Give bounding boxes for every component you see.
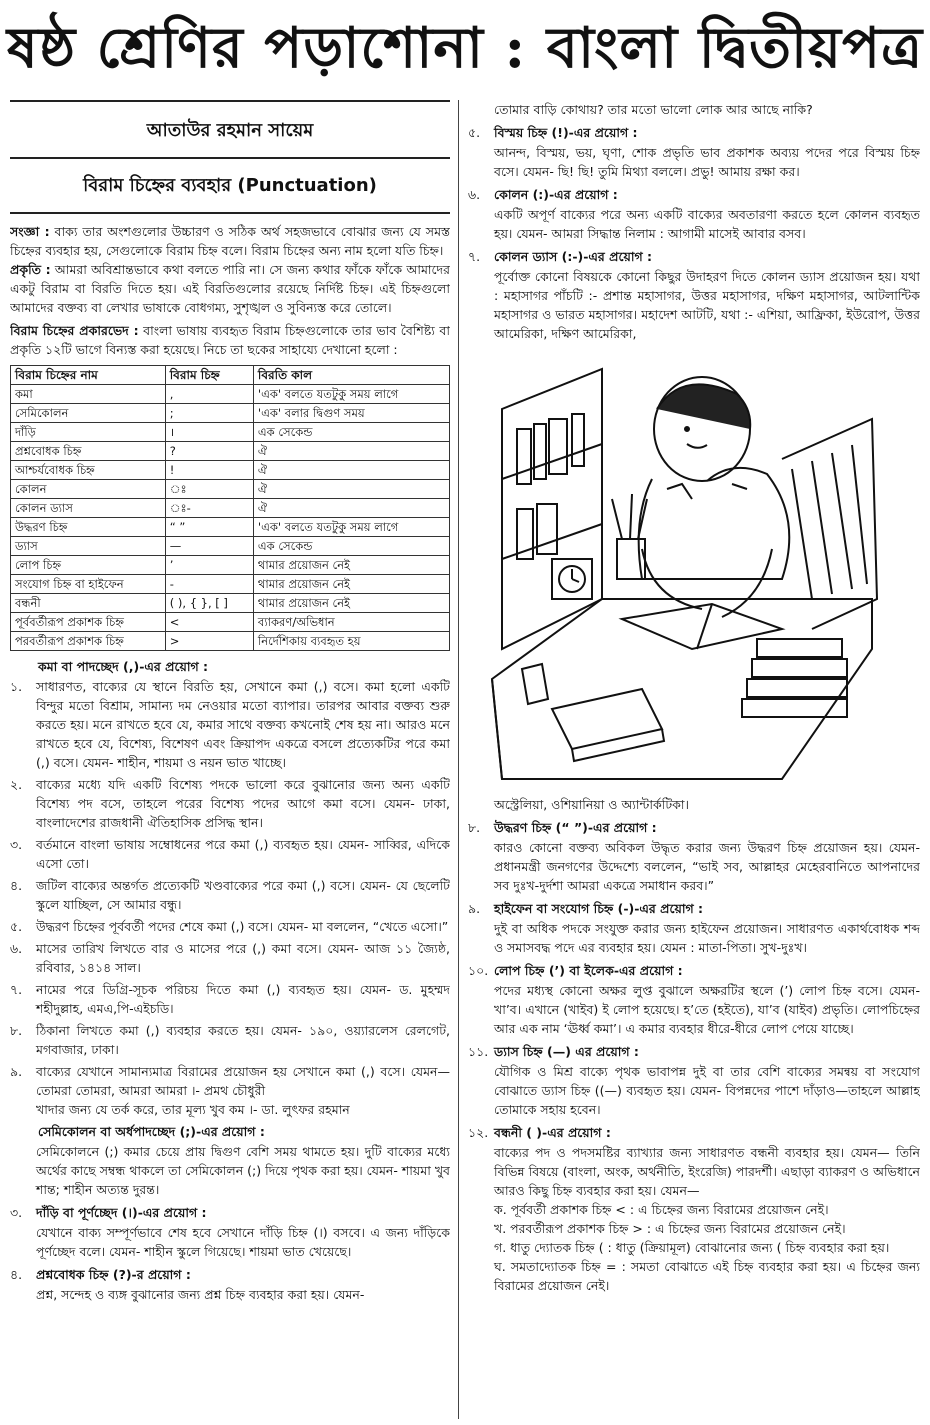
section-text: পূর্বোক্ত কোনো বিষয়কে কোনো কিছুর উদাহরণ দিতে কোলন ড্যাস প্রয়োজন হয়। যথা : মহাসাগর পাঁচটি :- প্রশান্ত মহাসাগর, উত্তর মহাসাগর, দক্ষিণ মহাসাগর, আটলান্টিক মহাসাগর ও ভারত মহাসাগর। মহাদেশ আটটি, যথা :- এশিয়া, আফ্রিকা, ইউরোপ, উত্তর আমেরিকা, দক্ষিণ আমেরিকা, (494, 269, 920, 341)
item-body (36, 1062, 450, 1119)
table-row (11, 461, 450, 480)
usage-section-heading (468, 123, 920, 143)
item-body (36, 775, 450, 832)
comma-section-heading: কমা বা পাদচ্ছেদ (,)-এর প্রয়োগ : (38, 659, 209, 674)
usage-section-heading (468, 899, 920, 919)
table-cell: কমা (11, 385, 166, 404)
continued-example: তোমার বাড়ি কোথায়? তার মতো ভালো লোক আর আছে নাকি? (494, 102, 813, 117)
section-title: বিরাম চিহ্নের ব্যবহার (Punctuation) (10, 159, 450, 214)
item-text: জটিল বাক্যের অন্তর্গত প্রত্যেকটি খণ্ডবাক্যের পরে কমা (,) বসে। যেমন- যে ছেলেটি স্কুলে যাচ্ছিল, সে আমার বন্ধু। (36, 878, 450, 912)
item-number: ৯. (10, 1064, 23, 1079)
section-heading-text: বন্ধনী ( )-এর প্রয়োগ : (494, 1125, 611, 1140)
table-cell: কোলন ড্যাস (11, 499, 166, 518)
usage-section-body (36, 1223, 450, 1261)
table-cell: পূর্ববর্তীরূপ প্রকাশক চিহ্ন (11, 613, 166, 632)
section-number: ৬. (468, 187, 481, 202)
table-cell: ( ), { }, [ ] (165, 594, 253, 613)
list-item (10, 876, 450, 914)
list-item (10, 1021, 450, 1059)
item-body (36, 677, 450, 772)
section-heading-text: বিস্ময় চিহ্ন (!)-এর প্রয়োগ : (494, 125, 638, 140)
usage-section-heading (10, 1203, 450, 1223)
usage-section-heading (468, 185, 920, 205)
section-number: ৮. (468, 820, 481, 835)
usage-section-heading (468, 1123, 920, 1143)
section-heading-text: কোলন (:)-এর প্রয়োগ : (494, 187, 618, 202)
table-row (11, 499, 450, 518)
table-cell: ঐ (253, 442, 449, 461)
item-number: ৫. (10, 919, 23, 934)
item-number: ৬. (10, 941, 23, 956)
item-number: ২. (10, 777, 23, 792)
usage-section (468, 185, 920, 243)
section-heading-text: প্রশ্নবোধক চিহ্ন (?)-র প্রয়োগ : (36, 1267, 191, 1282)
item-text: নামের পরে ডিগ্রি-সূচক পরিচয় দিতে কমা (,) ব্যবহৃত হয়। যেমন- ড. মুহম্মদ শহীদুল্লাহ, এমএ,পি-এইচডি। (36, 982, 450, 1016)
table-cell: - (165, 575, 253, 594)
usage-section-body (36, 1285, 450, 1304)
section-heading-text: লোপ চিহ্ন (’) বা ইলেক-এর প্রয়োগ : (494, 963, 683, 978)
table-cell: প্রশ্নবোধক চিহ্ন (11, 442, 166, 461)
section-text: পদের মধ্যস্থ কোনো অক্ষর লুপ্ত বুঝালে অক্ষরটির স্থলে (’) লোপ চিহ্ন বসে। যেমন- খা’ব। এখানে (খাইব) ই লোপ হয়েছে। হ’তে (হইতে), যা’ব (যাইব) প্রভৃতি। লোপচিহ্নের আর এক নাম ‘ঊর্ধ্ব কমা’। এ কমার ব্যবহার ধীরে-ধীরে লোপ পেয়ে যাচ্ছে। (494, 983, 920, 1036)
section-number: ১০. (468, 963, 489, 978)
usage-section (468, 247, 920, 343)
usage-section-body (494, 143, 920, 181)
section-text: প্রশ্ন, সন্দেহ ও ব্যঙ্গ বুঝানোর জন্য প্রশ্ন চিহ্ন ব্যবহার করা হয়। যেমন- (36, 1287, 365, 1302)
table-cell: থামার প্রয়োজন নেই (253, 575, 449, 594)
table-cell: কোলন (11, 480, 166, 499)
table-cell: ঃ- (165, 499, 253, 518)
section-heading-text: দাঁড়ি বা পূর্ণচ্ছেদ (।)-এর প্রয়োগ : (36, 1205, 207, 1220)
table-cell: ! (165, 461, 253, 480)
usage-section-body (494, 981, 920, 1038)
bracket-example-line: ক. পূর্ববর্তী প্রকাশক চিহ্ন < : এ চিহ্নের জন্য বিরামের প্রয়োজন নেই। (494, 1202, 829, 1217)
table-row (11, 385, 450, 404)
bracket-example-line: ঘ. সমতাদ্যোতক চিহ্ন = : সমতা বোঝাতে এই চিহ্ন ব্যবহার করা হয়। এ চিহ্নের জন্য বিরামের প্রয়োজন নেই। (494, 1259, 920, 1293)
semicolon-section-body (36, 1142, 450, 1199)
definition-text: বাক্য তার অংশগুলোর উচ্চারণ ও সঠিক অর্থ সহজভাবে বোঝার জন্য যে সমস্ত চিহ্নের ব্যবহার হয়, সেগুলোকে বিরাম চিহ্ন বলে। বিরাম চিহ্নের অন্য নাম হলো যতি চিহ্ন। (10, 224, 450, 258)
section-heading-text: ড্যাস চিহ্ন (—) এর প্রয়োগ : (494, 1044, 639, 1059)
section-heading-text: উদ্ধরণ চিহ্ন (“ ”)-এর প্রয়োগ : (494, 820, 657, 835)
usage-section-body (494, 267, 920, 343)
table-cell: উদ্ধরণ চিহ্ন (11, 518, 166, 537)
table-cell: ? (165, 442, 253, 461)
section-number: ৪. (10, 1267, 23, 1282)
item-text: সাধারণত, বাক্যের যে স্থানে বিরতি হয়, সেখানে কমা (,) বসে। কমা হলো একটি বিন্দুর মতো বিশ্রাম, সামান্য দম নেওয়ার মতো ব্যাপার। তারপর আবার বক্তব্য শুরু করতে হয়। মনে রাখতে হবে যে, কমার সাথে বক্তব্য কখনোই শেষ হয় না। আরও মনে রাখতে হবে যে, বিশেষ্য, বিশেষণ এবং ক্রিয়াপদ একত্রে বসলে প্রত্যেকটির পরে কমা (,) বসে। যেমন- শাহীন, শায়মা ও নয়ন ভাত খাচ্ছে। (36, 679, 450, 770)
left-usage-sections (10, 1203, 450, 1304)
types-paragraph (10, 321, 450, 359)
table-cell: এক সেকেন্ড (253, 423, 449, 442)
item-text: বর্তমানে বাংলা ভাষায় সম্বোধনের পরে কমা (,) ব্যবহৃত হয়। যেমন- সাব্বির, এদিকে এসো তো। (36, 837, 450, 871)
section-heading-text: হাইফেন বা সংযোগ চিহ্ন (-)-এর প্রয়োগ : (494, 901, 704, 916)
section-heading-text: কোলন ড্যাস (:-)-এর প্রয়োগ : (494, 249, 653, 264)
section-text: যেখানে বাক্য সম্পূর্ণভাবে শেষ হবে সেখানে দাঁড়ি চিহ্ন (।) বসবে। এ জন্য দাঁড়িকে পূর্ণচ্ছেদ বলে। যেমন- শাহীন স্কুলে গিয়েছে। শায়মা ভাত খেয়েছে। (36, 1225, 450, 1259)
table-cell: ড্যাস (11, 537, 166, 556)
page-title: ষষ্ঠ শ্রেণির পড়াশোনা : বাংলা দ্বিতীয়পত্র (6, 15, 924, 81)
types-term: বিরাম চিহ্নের প্রকারভেদ : (10, 323, 139, 338)
table-row (11, 613, 450, 632)
author-name: আতাউর রহমান সায়েম (10, 100, 450, 159)
table-header-cell: বিরাম চিহ্ন (165, 366, 253, 385)
table-cell: এক সেকেন্ড (253, 537, 449, 556)
usage-section-heading (468, 1042, 920, 1062)
definition-term: সংজ্ঞা : (10, 224, 50, 239)
table-cell: < (165, 613, 253, 632)
table-header-cell: বিরতি কাল (253, 366, 449, 385)
table-cell: 'এক' বলার দ্বিগুণ সময় (253, 404, 449, 423)
bracket-example-line: খ. পরবর্তীরূপ প্রকাশক চিহ্ন > : এ চিহ্নের জন্য বিরামের প্রয়োজন নেই। (494, 1221, 846, 1236)
table-cell: । (165, 423, 253, 442)
usage-section-heading (468, 247, 920, 267)
section-text: আনন্দ, বিস্ময়, ভয়, ঘৃণা, শোক প্রভৃতি ভাব প্রকাশক অব্যয় পদের পরে বিস্ময় চিহ্ন বসে। যেমন- ছি! ছি! তুমি মিথ্যা বললে। প্রভু! আমায় রক্ষা কর। (494, 145, 920, 179)
nature-paragraph (10, 260, 450, 317)
table-row (11, 556, 450, 575)
punctuation-table (10, 365, 450, 651)
list-item (10, 1062, 450, 1119)
item-text: উদ্ধরণ চিহ্নের পূর্ববর্তী পদের শেষে কমা (,) বসে। যেমন- মা বললেন, “খেতে এসো।” (36, 919, 449, 934)
definition-paragraph (10, 222, 450, 260)
section-number: ৭. (468, 249, 481, 264)
table-cell: ঐ (253, 499, 449, 518)
list-item (10, 775, 450, 832)
usage-section (468, 1042, 920, 1119)
table-header-cell: বিরাম চিহ্নের নাম (11, 366, 166, 385)
item-body (36, 835, 450, 873)
usage-section (10, 1265, 450, 1304)
item-text: বাক্যের মধ্যে যদি একটি বিশেষ্য পদকে ভালো করে বুঝানোর জন্য অন্য একটি বিশেষ্য পদ বসে, তাহলে পরের বিশেষ্য পদের আগে কমা বসে। যেমন- ঢাকা, বাংলাদেশের রাজধানী ঐতিহাসিক প্রসিদ্ধ স্থান। (36, 777, 450, 830)
types-text: বাংলা ভাষায় ব্যবহৃত বিরাম চিহ্নগুলোকে তার ভাব বৈশিষ্ট্য বা প্রকৃতি ১২টি ভাগে বিন্যস্ত করা হয়েছে। নিচে তা ছকের সাহায্যে দেখানো হলো : (10, 323, 450, 357)
section-number: ৫. (468, 125, 481, 140)
item-body (36, 1021, 450, 1059)
right-usage-sections-2 (468, 818, 920, 1200)
list-item (10, 835, 450, 873)
table-cell: 'এক' বলতে যতটুকু সময় লাগে (253, 385, 449, 404)
column-divider (458, 100, 459, 1419)
table-cell: বন্ধনী (11, 594, 166, 613)
table-cell: লোপ চিহ্ন (11, 556, 166, 575)
usage-section-body (494, 205, 920, 243)
table-row (11, 537, 450, 556)
item-number: ৮. (10, 1023, 23, 1038)
item-number: ৩. (10, 837, 23, 852)
usage-section-heading (468, 961, 920, 981)
section-number: ১২. (468, 1125, 489, 1140)
bracket-example-lines (494, 1200, 920, 1295)
table-cell: — (165, 537, 253, 556)
usage-section (468, 961, 920, 1038)
usage-section (468, 899, 920, 957)
table-cell: ঃ (165, 480, 253, 499)
table-row (11, 480, 450, 499)
table-cell: সেমিকোলন (11, 404, 166, 423)
item-number: ৪. (10, 878, 23, 893)
table-cell: দাঁড়ি (11, 423, 166, 442)
after-image-text: অস্ট্রেলিয়া, ওশিয়ানিয়া ও অ্যান্টার্কটিকা। (494, 797, 689, 812)
table-cell: থামার প্রয়োজন নেই (253, 556, 449, 575)
list-item (10, 939, 450, 977)
section-number: ৩. (10, 1205, 23, 1220)
usage-section-body (494, 838, 920, 895)
nature-term: প্রকৃতি : (10, 262, 51, 277)
usage-section (10, 1203, 450, 1261)
usage-section-body (494, 1062, 920, 1119)
item-body (36, 939, 450, 977)
list-item (10, 917, 450, 936)
right-column (468, 100, 920, 1425)
usage-section (468, 818, 920, 895)
item-text: ঠিকানা লিখতে কমা (,) ব্যবহার করতে হয়। যেমন- ১৯০, ওয়্যারলেস রেলগেট, মগবাজার, ঢাকা। (36, 1023, 450, 1057)
table-cell: 'এক' বলতে যতটুকু সময় লাগে (253, 518, 449, 537)
table-cell: , (165, 385, 253, 404)
table-cell: > (165, 632, 253, 651)
usage-section-body (494, 1143, 920, 1200)
item-text: মাসের তারিখ লিখতে বার ও মাসের পরে (,) কমা বসে। যেমন- আজ ১১ জ্যৈষ্ঠ, রবিবার, ১৪১৪ সাল। (36, 941, 450, 975)
comma-usage-list (10, 677, 450, 1119)
left-column (10, 100, 450, 1425)
item-body (36, 876, 450, 914)
table-row (11, 442, 450, 461)
section-text: কারও কোনো বক্তব্য অবিকল উদ্ধৃত করার জন্য উদ্ধরণ চিহ্ন প্রয়োজন হয়। যেমন- প্রধানমন্ত্রী জনগণের উদ্দেশ্যে বললেন, “ভাই সব, আল্লাহর মেহেরবানিতে আপনাদের সব দুঃখ-দুর্দশা আমরা একত্রে সমাধান করব।” (494, 840, 920, 893)
list-item (10, 980, 450, 1018)
usage-section-heading (10, 1265, 450, 1285)
table-cell: “ ” (165, 518, 253, 537)
table-cell: ঐ (253, 461, 449, 480)
table-row (11, 594, 450, 613)
table-row (11, 632, 450, 651)
item-number: ৭. (10, 982, 23, 997)
section-number: ৯. (468, 901, 481, 916)
item-text: বাক্যের যেখানে সামান্যমাত্র বিরামের প্রয়োজন হয় সেখানে কমা (,) বসে। যেমন— তোমরা তোমরা, আমরা আমরা ।- প্রমথ চৌধুরী খাদার জন্য যে তর্ক করে, তার মূল্য খুব কম ।- ডা. লুৎফর রহমান (36, 1064, 450, 1117)
semicolon-text: সেমিকোলনে (;) কমার চেয়ে প্রায় দ্বিগুণ বেশি সময় থামতে হয়। দুটি বাক্যের মধ্যে অর্থের কাছে সম্বন্ধ থাকলে তা সেমিকোলন (;) দিয়ে পৃথক করা হয়। যেমন- শায়মা খুব শান্ত; শাহীন অত্যন্ত দুরন্ত। (36, 1144, 450, 1197)
table-cell: ব্যাকরণ/অভিধান (253, 613, 449, 632)
section-text: যৌগিক ও মিশ্র বাক্যে পৃথক ভাবাপন্ন দুই বা তার বেশি বাক্যের সমন্বয় বা সংযোগ বোঝাতে ড্যাস চিহ্ন ((—) ব্যবহৃত হয়। যেমন- বিপন্নদের পাশে দাঁড়াও—তাহলে আল্লাহ তোমাকে সহায় হবেন। (494, 1064, 920, 1117)
section-text: বাক্যের পদ ও পদসমষ্টির ব্যাখ্যার জন্য সাধারণত বন্ধনী ব্যবহার হয়। যেমন— তিনি বিভিন্ন বিষয়ে (বাংলা, অংক, অর্থনীতি, ইংরেজি) পারদর্শী। এছাড়া ব্যাকরণ ও অভিধানে আরও কিছু চিহ্ন ব্যবহার করা হয়। যেমন— (494, 1145, 920, 1198)
table-row (11, 423, 450, 442)
table-row (11, 575, 450, 594)
student-studying-illustration (482, 349, 882, 789)
table-cell: পরবর্তীরূপ প্রকাশক চিহ্ন (11, 632, 166, 651)
bracket-example-line: গ. ধাতু দ্যোতক চিহ্ন ( : ধাতু (ক্রিয়ামূল) বোঝানোর জন্য ( চিহ্ন ব্যবহার করা হয়। (494, 1240, 890, 1255)
table-cell: ঐ (253, 480, 449, 499)
semicolon-section-heading: সেমিকোলন বা অর্ধপাদচ্ছেদ (;)-এর প্রয়োগ : (38, 1124, 265, 1139)
usage-section (468, 1123, 920, 1200)
right-usage-sections (468, 123, 920, 343)
table-cell: ’ (165, 556, 253, 575)
table-row (11, 404, 450, 423)
table-cell: থামার প্রয়োজন নেই (253, 594, 449, 613)
table-row (11, 518, 450, 537)
item-number: ১. (10, 679, 23, 694)
table-cell: আশ্চর্যবোধক চিহ্ন (11, 461, 166, 480)
usage-section-heading (468, 818, 920, 838)
table-header-row (11, 366, 450, 385)
list-item (10, 677, 450, 772)
table-cell: ; (165, 404, 253, 423)
section-text: একটি অপূর্ণ বাক্যের পরে অন্য একটি বাক্যের অবতারণা করতে হলে কোলন ব্যবহৃত হয়। যেমন- আমরা সিদ্ধান্ত নিলাম : আগামী মাসেই আবার বসব। (494, 207, 920, 241)
usage-section (468, 123, 920, 181)
item-body (36, 980, 450, 1018)
section-text: দুই বা অধিক পদকে সংযুক্ত করার জন্য হাইফেন প্রয়োজন। সাধারণত একার্থবোধক শব্দ ও সমাসবদ্ধ পদে এর ব্যবহার হয়। যেমন : মাতা-পিতা। সুখ-দুঃখ। (494, 921, 920, 955)
nature-text: আমরা অবিশ্রান্তভাবে কথা বলতে পারি না। সে জন্য কথার ফাঁকে ফাঁকে আমাদের একটু বিরাম বা বিরতি দিতে হয়। এই বিরতিগুলোর রয়েছে নির্দিষ্ট চিহ্ন। এই চিহ্নগুলো আমাদের বক্তব্য বা লেখার ভাষাকে বোধগম্য, সুশৃঙ্খল ও সুবিন্যস্ত করে তোলে। (10, 262, 450, 315)
section-number: ১১. (468, 1044, 489, 1059)
table-cell: সংযোগ চিহ্ন বা হাইফেন (11, 575, 166, 594)
table-cell: নির্দেশিকায় ব্যবহৃত হয় (253, 632, 449, 651)
item-body (36, 917, 450, 936)
usage-section-body (494, 919, 920, 957)
